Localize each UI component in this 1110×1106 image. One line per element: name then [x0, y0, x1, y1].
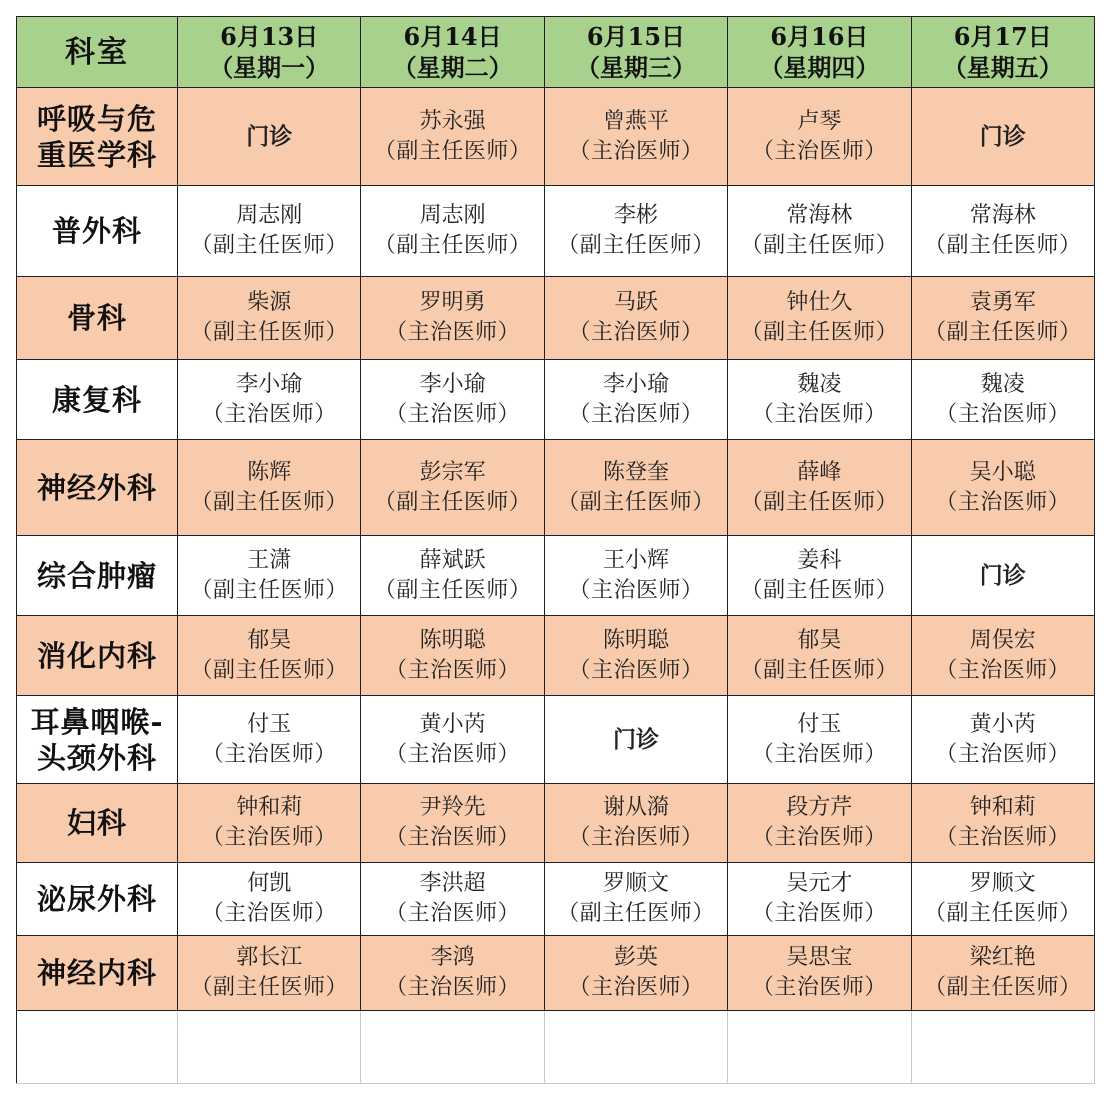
doctor-cell	[728, 186, 911, 277]
doctor-title: （主治医师）	[935, 657, 1071, 683]
clinic-label: 门诊	[979, 561, 1026, 589]
day-date: 6月13日	[220, 22, 319, 51]
doctor-cell	[361, 536, 544, 616]
doctor-title: （主治医师）	[385, 825, 521, 850]
empty-cell	[911, 1011, 1094, 1084]
doctor-title: （副主任医师）	[740, 489, 899, 515]
dept-name: 综合肿瘤	[36, 558, 157, 593]
doctor-cell	[361, 936, 544, 1011]
doctor-cell	[361, 616, 544, 696]
doctor-title: （主治医师）	[935, 741, 1071, 767]
doctor-name: 何凯	[247, 871, 292, 896]
empty-cell	[544, 1011, 727, 1084]
doctor-name: 李小瑜	[236, 371, 303, 397]
dept-name: 普外科	[51, 214, 142, 248]
doctor-title: （主治医师）	[201, 901, 337, 926]
doctor-cell	[178, 440, 361, 536]
doctor-title: （主治医师）	[568, 825, 704, 850]
doctor-name: 姜科	[797, 547, 842, 573]
doctor-name: 周志刚	[419, 203, 486, 228]
doctor-name: 苏永强	[419, 108, 486, 134]
dept-name-cell	[17, 88, 178, 186]
doctor-cell	[178, 186, 361, 277]
doctor-name: 周志刚	[236, 203, 303, 228]
dept-name-cell	[17, 360, 178, 440]
dept-name: 消化内科	[36, 638, 157, 673]
dept-name-cell	[17, 936, 178, 1011]
doctor-name: 李小瑜	[602, 371, 669, 397]
doctor-title: （副主任医师）	[190, 233, 348, 258]
clinic-cell	[178, 88, 361, 186]
doctor-title: （主治医师）	[568, 138, 704, 164]
doctor-title: （主治医师）	[935, 825, 1071, 850]
doctor-name: 陈明聪	[419, 627, 486, 653]
doctor-name: 黄小芮	[419, 711, 486, 737]
doctor-title: （主治医师）	[201, 825, 337, 850]
empty-cell	[17, 1011, 178, 1084]
doctor-name: 郁昊	[247, 627, 292, 653]
doctor-name: 段方芹	[786, 795, 853, 820]
clinic-cell	[911, 536, 1094, 616]
doctor-title: （主治医师）	[935, 401, 1071, 427]
table-row	[17, 696, 1095, 784]
doctor-title: （主治医师）	[201, 401, 337, 427]
doctor-title: （副主任医师）	[924, 320, 1082, 345]
day-date: 6月15日	[586, 22, 686, 51]
doctor-name: 付玉	[797, 711, 842, 737]
table-row	[17, 88, 1095, 186]
day-header	[361, 17, 544, 88]
doctor-name: 李彬	[613, 203, 658, 228]
doctor-cell	[544, 536, 727, 616]
dept-column-header: 科室	[17, 17, 178, 88]
doctor-cell	[544, 277, 727, 360]
doctor-cell	[178, 784, 361, 863]
doctor-cell	[544, 863, 727, 936]
doctor-cell	[911, 936, 1094, 1011]
day-header	[728, 17, 911, 88]
doctor-title: （主治医师）	[385, 320, 521, 345]
doctor-name: 罗顺文	[602, 871, 669, 896]
doctor-title: （主治医师）	[385, 901, 521, 926]
day-weekday: （星期四）	[759, 53, 880, 82]
doctor-cell	[361, 784, 544, 863]
doctor-title: （副主任医师）	[740, 233, 899, 258]
doctor-title: （副主任医师）	[740, 657, 899, 683]
dept-name-cell	[17, 696, 178, 784]
doctor-name: 谢从漪	[602, 795, 669, 820]
doctor-name: 袁勇军	[969, 290, 1036, 315]
doctor-name: 黄小芮	[969, 711, 1036, 737]
doctor-name: 常海林	[969, 203, 1036, 228]
day-header	[544, 17, 727, 88]
day-header	[911, 17, 1094, 88]
doctor-cell	[544, 616, 727, 696]
doctor-name: 钟和莉	[236, 795, 303, 820]
dept-name-cell	[17, 536, 178, 616]
doctor-title: （主治医师）	[751, 138, 887, 164]
doctor-name: 薛斌跃	[419, 547, 486, 573]
doctor-cell	[728, 616, 911, 696]
day-weekday: （星期三）	[575, 53, 696, 82]
doctor-title: （副主任医师）	[190, 320, 348, 345]
doctor-title: （副主任医师）	[373, 233, 532, 258]
dept-name: 妇科	[66, 806, 127, 840]
doctor-title: （主治医师）	[568, 657, 704, 683]
doctor-cell	[361, 186, 544, 277]
doctor-title: （主治医师）	[201, 741, 337, 767]
doctor-title: （主治医师）	[751, 741, 887, 767]
clinic-label: 门诊	[246, 122, 293, 150]
doctor-name: 梁红艳	[969, 945, 1036, 970]
dept-name: 骨科	[66, 301, 127, 335]
doctor-title: （主治医师）	[385, 401, 521, 427]
clinic-cell	[544, 696, 727, 784]
doctor-title: （主治医师）	[568, 320, 704, 345]
doctor-title: （副主任医师）	[190, 577, 348, 603]
doctor-cell	[728, 863, 911, 936]
dept-name-cell	[17, 616, 178, 696]
doctor-name: 吴思宝	[786, 945, 853, 970]
doctor-cell	[178, 696, 361, 784]
dept-name: 耳鼻咽喉-	[30, 704, 164, 739]
doctor-name: 魏凌	[980, 371, 1025, 397]
table-row	[17, 277, 1095, 360]
dept-name: 康复科	[51, 382, 142, 417]
table-row	[17, 863, 1095, 936]
doctor-name: 薛峰	[797, 459, 842, 485]
doctor-cell	[911, 186, 1094, 277]
schedule-body	[17, 17, 1095, 1084]
doctor-name: 彭宗军	[419, 459, 486, 485]
doctor-cell	[361, 863, 544, 936]
clinic-label: 门诊	[612, 725, 659, 753]
doctor-cell	[911, 360, 1094, 440]
doctor-cell	[361, 696, 544, 784]
doctor-cell	[178, 616, 361, 696]
doctor-cell	[728, 936, 911, 1011]
doctor-cell	[911, 277, 1094, 360]
dept-name-cell	[17, 440, 178, 536]
doctor-title: （主治医师）	[568, 975, 704, 1000]
doctor-name: 卢琴	[797, 108, 842, 134]
doctor-name: 常海林	[786, 203, 853, 228]
day-date: 6月17日	[953, 22, 1052, 51]
empty-row	[17, 1011, 1095, 1084]
doctor-name: 付玉	[247, 711, 292, 737]
doctor-title: （主治医师）	[385, 975, 521, 1000]
doctor-cell	[544, 186, 727, 277]
table-row	[17, 936, 1095, 1011]
doctor-name: 柴源	[247, 290, 292, 315]
doctor-title: （副主任医师）	[373, 577, 532, 603]
doctor-name: 陈明聪	[602, 627, 669, 653]
doctor-cell	[728, 536, 911, 616]
doctor-name: 吴元才	[786, 871, 853, 896]
doctor-cell	[361, 360, 544, 440]
doctor-cell	[178, 536, 361, 616]
day-date: 6月14日	[403, 22, 502, 51]
doctor-title: （主治医师）	[751, 825, 887, 850]
doctor-cell	[911, 863, 1094, 936]
day-weekday: （星期一）	[209, 53, 330, 82]
doctor-name: 王小辉	[602, 547, 669, 573]
empty-cell	[178, 1011, 361, 1084]
dept-name-cell	[17, 186, 178, 277]
header-row	[17, 17, 1095, 88]
dept-name: 重医学科	[36, 137, 157, 172]
doctor-title: （主治医师）	[751, 901, 887, 926]
doctor-cell	[178, 863, 361, 936]
doctor-cell	[361, 440, 544, 536]
doctor-cell	[911, 784, 1094, 863]
doctor-name: 吴小聪	[969, 459, 1036, 485]
doctor-cell	[544, 440, 727, 536]
table-row	[17, 616, 1095, 696]
table-row	[17, 536, 1095, 616]
dept-name: 神经外科	[36, 470, 157, 505]
doctor-title: （主治医师）	[568, 577, 704, 603]
doctor-title: （副主任医师）	[190, 489, 348, 515]
doctor-title: （主治医师）	[385, 741, 521, 767]
doctor-title: （副主任医师）	[190, 975, 348, 1000]
dept-name-cell	[17, 277, 178, 360]
doctor-cell	[544, 784, 727, 863]
clinic-cell	[911, 88, 1094, 186]
doctor-title: （主治医师）	[935, 489, 1071, 515]
doctor-name: 陈登奎	[602, 459, 669, 485]
doctor-title: （副主任医师）	[557, 901, 715, 926]
doctor-cell	[728, 696, 911, 784]
doctor-cell	[544, 360, 727, 440]
doctor-name: 周俣宏	[969, 627, 1036, 653]
doctor-cell	[728, 277, 911, 360]
doctor-title: （主治医师）	[751, 975, 887, 1000]
doctor-name: 罗顺文	[969, 871, 1036, 896]
day-date: 6月16日	[770, 22, 869, 51]
doctor-title: （副主任医师）	[557, 489, 715, 515]
table-row	[17, 784, 1095, 863]
doctor-name: 王潇	[247, 547, 292, 573]
doctor-cell	[911, 616, 1094, 696]
doctor-name: 李洪超	[419, 871, 486, 896]
doctor-cell	[728, 784, 911, 863]
table-row	[17, 360, 1095, 440]
day-header	[178, 17, 361, 88]
doctor-title: （副主任医师）	[924, 901, 1082, 926]
dept-name: 呼吸与危	[36, 101, 157, 136]
doctor-name: 曾燕平	[602, 108, 669, 134]
dept-name-cell	[17, 784, 178, 863]
schedule-table	[16, 16, 1095, 1084]
doctor-cell	[544, 936, 727, 1011]
doctor-name: 马跃	[613, 290, 658, 315]
doctor-cell	[178, 360, 361, 440]
doctor-name: 彭英	[613, 945, 658, 970]
doctor-cell	[544, 88, 727, 186]
day-weekday: （星期五）	[942, 53, 1063, 82]
doctor-cell	[728, 88, 911, 186]
doctor-cell	[911, 440, 1094, 536]
doctor-title: （副主任医师）	[373, 489, 532, 515]
doctor-title: （副主任医师）	[190, 657, 348, 683]
dept-name: 泌尿外科	[36, 882, 157, 916]
doctor-cell	[911, 696, 1094, 784]
dept-name: 神经内科	[36, 956, 157, 990]
doctor-name: 罗明勇	[419, 290, 486, 315]
doctor-title: （副主任医师）	[740, 577, 899, 603]
dept-name: 头颈外科	[36, 740, 157, 775]
doctor-cell	[728, 360, 911, 440]
doctor-cell	[361, 277, 544, 360]
doctor-name: 郭长江	[236, 945, 303, 970]
doctor-name: 李小瑜	[419, 371, 486, 397]
empty-cell	[728, 1011, 911, 1084]
doctor-name: 魏凌	[797, 371, 842, 397]
table-row	[17, 440, 1095, 536]
doctor-title: （副主任医师）	[740, 320, 899, 345]
empty-cell	[361, 1011, 544, 1084]
doctor-cell	[728, 440, 911, 536]
dept-name-cell	[17, 863, 178, 936]
day-weekday: （星期二）	[392, 53, 513, 82]
doctor-title: （主治医师）	[568, 401, 704, 427]
clinic-label: 门诊	[979, 122, 1026, 150]
doctor-cell	[361, 88, 544, 186]
table-row	[17, 186, 1095, 277]
doctor-name: 尹羚先	[419, 795, 486, 820]
doctor-name: 钟和莉	[969, 795, 1036, 820]
doctor-name: 李鸿	[430, 945, 475, 970]
doctor-title: （副主任医师）	[924, 975, 1082, 1000]
doctor-name: 钟仕久	[786, 290, 853, 315]
doctor-name: 陈辉	[247, 459, 292, 485]
doctor-title: （副主任医师）	[373, 138, 532, 164]
doctor-title: （主治医师）	[751, 401, 887, 427]
doctor-title: （副主任医师）	[557, 233, 715, 258]
doctor-cell	[178, 277, 361, 360]
doctor-title: （副主任医师）	[924, 233, 1082, 258]
doctor-cell	[178, 936, 361, 1011]
doctor-title: （主治医师）	[385, 657, 521, 683]
doctor-name: 郁昊	[797, 627, 842, 653]
